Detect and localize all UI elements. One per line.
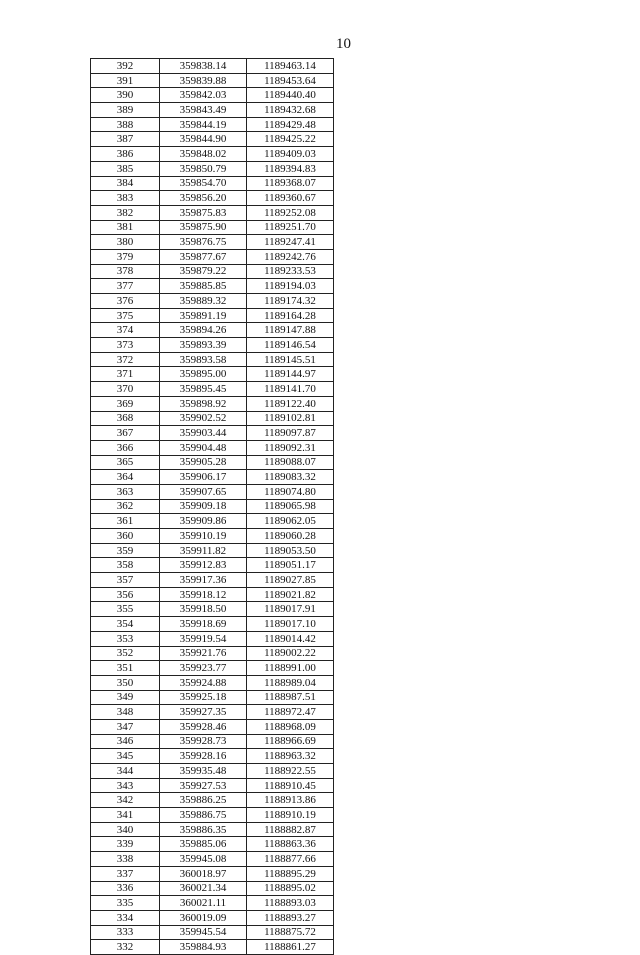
point-number-cell: 335 <box>91 896 160 911</box>
y-coordinate-cell: 1189021.82 <box>247 587 334 602</box>
point-number-cell: 373 <box>91 338 160 353</box>
point-number-cell: 386 <box>91 147 160 162</box>
x-coordinate-cell: 359904.48 <box>160 440 247 455</box>
point-number-cell: 358 <box>91 558 160 573</box>
coordinates-table <box>90 58 334 955</box>
table-row <box>91 646 334 661</box>
y-coordinate-cell: 1189062.05 <box>247 514 334 529</box>
x-coordinate-cell: 359856.20 <box>160 191 247 206</box>
y-coordinate-cell: 1189194.03 <box>247 279 334 294</box>
x-coordinate-cell: 359945.54 <box>160 925 247 940</box>
point-number-cell: 350 <box>91 675 160 690</box>
y-coordinate-cell: 1189247.41 <box>247 235 334 250</box>
table-row <box>91 719 334 734</box>
y-coordinate-cell: 1189429.48 <box>247 117 334 132</box>
y-coordinate-cell: 1189251.70 <box>247 220 334 235</box>
table-row <box>91 352 334 367</box>
point-number-cell: 368 <box>91 411 160 426</box>
y-coordinate-cell: 1189425.22 <box>247 132 334 147</box>
y-coordinate-cell: 1188966.69 <box>247 734 334 749</box>
x-coordinate-cell: 359928.46 <box>160 719 247 734</box>
x-coordinate-cell: 360019.09 <box>160 910 247 925</box>
x-coordinate-cell: 359839.88 <box>160 73 247 88</box>
x-coordinate-cell: 359911.82 <box>160 543 247 558</box>
y-coordinate-cell: 1188987.51 <box>247 690 334 705</box>
table-row <box>91 925 334 940</box>
y-coordinate-cell: 1189233.53 <box>247 264 334 279</box>
x-coordinate-cell: 359875.83 <box>160 205 247 220</box>
point-number-cell: 362 <box>91 499 160 514</box>
y-coordinate-cell: 1188968.09 <box>247 719 334 734</box>
x-coordinate-cell: 360018.97 <box>160 866 247 881</box>
point-number-cell: 381 <box>91 220 160 235</box>
x-coordinate-cell: 359905.28 <box>160 455 247 470</box>
table-row <box>91 147 334 162</box>
point-number-cell: 337 <box>91 866 160 881</box>
table-row <box>91 132 334 147</box>
table-row <box>91 249 334 264</box>
y-coordinate-cell: 1189074.80 <box>247 484 334 499</box>
point-number-cell: 385 <box>91 161 160 176</box>
table-row <box>91 367 334 382</box>
point-number-cell: 333 <box>91 925 160 940</box>
y-coordinate-cell: 1189242.76 <box>247 249 334 264</box>
table-row <box>91 661 334 676</box>
coordinates-table-body <box>91 59 334 955</box>
x-coordinate-cell: 359895.45 <box>160 382 247 397</box>
x-coordinate-cell: 359903.44 <box>160 426 247 441</box>
table-row <box>91 514 334 529</box>
y-coordinate-cell: 1189164.28 <box>247 308 334 323</box>
table-row <box>91 778 334 793</box>
y-coordinate-cell: 1188893.27 <box>247 910 334 925</box>
x-coordinate-cell: 359848.02 <box>160 147 247 162</box>
point-number-cell: 356 <box>91 587 160 602</box>
point-number-cell: 354 <box>91 617 160 632</box>
point-number-cell: 334 <box>91 910 160 925</box>
x-coordinate-cell: 359843.49 <box>160 103 247 118</box>
y-coordinate-cell: 1188989.04 <box>247 675 334 690</box>
y-coordinate-cell: 1189453.64 <box>247 73 334 88</box>
x-coordinate-cell: 359935.48 <box>160 764 247 779</box>
table-row <box>91 910 334 925</box>
table-row <box>91 161 334 176</box>
point-number-cell: 383 <box>91 191 160 206</box>
x-coordinate-cell: 359921.76 <box>160 646 247 661</box>
x-coordinate-cell: 359884.93 <box>160 940 247 955</box>
y-coordinate-cell: 1188991.00 <box>247 661 334 676</box>
point-number-cell: 344 <box>91 764 160 779</box>
y-coordinate-cell: 1189097.87 <box>247 426 334 441</box>
y-coordinate-cell: 1188875.72 <box>247 925 334 940</box>
y-coordinate-cell: 1189092.31 <box>247 440 334 455</box>
table-row <box>91 793 334 808</box>
table-row <box>91 529 334 544</box>
x-coordinate-cell: 359886.75 <box>160 808 247 823</box>
x-coordinate-cell: 359842.03 <box>160 88 247 103</box>
table-row <box>91 205 334 220</box>
x-coordinate-cell: 359909.18 <box>160 499 247 514</box>
x-coordinate-cell: 359909.86 <box>160 514 247 529</box>
point-number-cell: 361 <box>91 514 160 529</box>
table-row <box>91 881 334 896</box>
table-row <box>91 176 334 191</box>
table-row <box>91 396 334 411</box>
x-coordinate-cell: 359924.88 <box>160 675 247 690</box>
y-coordinate-cell: 1189360.67 <box>247 191 334 206</box>
x-coordinate-cell: 359889.32 <box>160 294 247 309</box>
x-coordinate-cell: 359898.92 <box>160 396 247 411</box>
x-coordinate-cell: 359927.53 <box>160 778 247 793</box>
point-number-cell: 343 <box>91 778 160 793</box>
y-coordinate-cell: 1189002.22 <box>247 646 334 661</box>
point-number-cell: 355 <box>91 602 160 617</box>
y-coordinate-cell: 1189252.08 <box>247 205 334 220</box>
x-coordinate-cell: 360021.11 <box>160 896 247 911</box>
table-row <box>91 338 334 353</box>
point-number-cell: 348 <box>91 705 160 720</box>
table-row <box>91 235 334 250</box>
y-coordinate-cell: 1189014.42 <box>247 631 334 646</box>
table-row <box>91 426 334 441</box>
table-row <box>91 73 334 88</box>
x-coordinate-cell: 359925.18 <box>160 690 247 705</box>
table-row <box>91 852 334 867</box>
table-row <box>91 220 334 235</box>
table-row <box>91 690 334 705</box>
point-number-cell: 351 <box>91 661 160 676</box>
x-coordinate-cell: 359917.36 <box>160 573 247 588</box>
table-row <box>91 191 334 206</box>
x-coordinate-cell: 359902.52 <box>160 411 247 426</box>
page-number: 10 <box>336 36 351 52</box>
table-row <box>91 294 334 309</box>
point-number-cell: 389 <box>91 103 160 118</box>
point-number-cell: 380 <box>91 235 160 250</box>
y-coordinate-cell: 1188913.86 <box>247 793 334 808</box>
point-number-cell: 384 <box>91 176 160 191</box>
y-coordinate-cell: 1189017.10 <box>247 617 334 632</box>
y-coordinate-cell: 1189432.68 <box>247 103 334 118</box>
y-coordinate-cell: 1189146.54 <box>247 338 334 353</box>
x-coordinate-cell: 359893.58 <box>160 352 247 367</box>
x-coordinate-cell: 359886.25 <box>160 793 247 808</box>
table-row <box>91 940 334 955</box>
table-row <box>91 117 334 132</box>
table-row <box>91 808 334 823</box>
point-number-cell: 390 <box>91 88 160 103</box>
point-number-cell: 357 <box>91 573 160 588</box>
table-row <box>91 59 334 74</box>
table-row <box>91 455 334 470</box>
y-coordinate-cell: 1189051.17 <box>247 558 334 573</box>
table-row <box>91 764 334 779</box>
point-number-cell: 382 <box>91 205 160 220</box>
y-coordinate-cell: 1189174.32 <box>247 294 334 309</box>
table-row <box>91 323 334 338</box>
y-coordinate-cell: 1189141.70 <box>247 382 334 397</box>
point-number-cell: 367 <box>91 426 160 441</box>
y-coordinate-cell: 1188882.87 <box>247 822 334 837</box>
table-row <box>91 499 334 514</box>
table-row <box>91 602 334 617</box>
x-coordinate-cell: 359919.54 <box>160 631 247 646</box>
x-coordinate-cell: 360021.34 <box>160 881 247 896</box>
point-number-cell: 332 <box>91 940 160 955</box>
table-row <box>91 382 334 397</box>
point-number-cell: 371 <box>91 367 160 382</box>
y-coordinate-cell: 1189027.85 <box>247 573 334 588</box>
table-row <box>91 749 334 764</box>
x-coordinate-cell: 359895.00 <box>160 367 247 382</box>
y-coordinate-cell: 1188972.47 <box>247 705 334 720</box>
point-number-cell: 345 <box>91 749 160 764</box>
x-coordinate-cell: 359918.69 <box>160 617 247 632</box>
table-row <box>91 308 334 323</box>
x-coordinate-cell: 359928.16 <box>160 749 247 764</box>
y-coordinate-cell: 1188877.66 <box>247 852 334 867</box>
point-number-cell: 349 <box>91 690 160 705</box>
y-coordinate-cell: 1189083.32 <box>247 470 334 485</box>
point-number-cell: 369 <box>91 396 160 411</box>
y-coordinate-cell: 1189060.28 <box>247 529 334 544</box>
point-number-cell: 360 <box>91 529 160 544</box>
table-row <box>91 734 334 749</box>
point-number-cell: 340 <box>91 822 160 837</box>
x-coordinate-cell: 359875.90 <box>160 220 247 235</box>
table-row <box>91 837 334 852</box>
point-number-cell: 378 <box>91 264 160 279</box>
point-number-cell: 364 <box>91 470 160 485</box>
y-coordinate-cell: 1189409.03 <box>247 147 334 162</box>
y-coordinate-cell: 1188893.03 <box>247 896 334 911</box>
x-coordinate-cell: 359838.14 <box>160 59 247 74</box>
point-number-cell: 346 <box>91 734 160 749</box>
table-row <box>91 440 334 455</box>
x-coordinate-cell: 359893.39 <box>160 338 247 353</box>
x-coordinate-cell: 359923.77 <box>160 661 247 676</box>
point-number-cell: 341 <box>91 808 160 823</box>
y-coordinate-cell: 1189368.07 <box>247 176 334 191</box>
point-number-cell: 353 <box>91 631 160 646</box>
table-row <box>91 103 334 118</box>
x-coordinate-cell: 359877.67 <box>160 249 247 264</box>
table-row <box>91 411 334 426</box>
y-coordinate-cell: 1189394.83 <box>247 161 334 176</box>
y-coordinate-cell: 1189102.81 <box>247 411 334 426</box>
x-coordinate-cell: 359876.75 <box>160 235 247 250</box>
x-coordinate-cell: 359907.65 <box>160 484 247 499</box>
x-coordinate-cell: 359854.70 <box>160 176 247 191</box>
point-number-cell: 336 <box>91 881 160 896</box>
y-coordinate-cell: 1189145.51 <box>247 352 334 367</box>
y-coordinate-cell: 1189122.40 <box>247 396 334 411</box>
table-row <box>91 543 334 558</box>
y-coordinate-cell: 1189053.50 <box>247 543 334 558</box>
point-number-cell: 372 <box>91 352 160 367</box>
table-row <box>91 617 334 632</box>
y-coordinate-cell: 1188910.45 <box>247 778 334 793</box>
y-coordinate-cell: 1188895.02 <box>247 881 334 896</box>
point-number-cell: 379 <box>91 249 160 264</box>
x-coordinate-cell: 359918.50 <box>160 602 247 617</box>
y-coordinate-cell: 1189440.40 <box>247 88 334 103</box>
x-coordinate-cell: 359927.35 <box>160 705 247 720</box>
point-number-cell: 387 <box>91 132 160 147</box>
y-coordinate-cell: 1189144.97 <box>247 367 334 382</box>
y-coordinate-cell: 1188863.36 <box>247 837 334 852</box>
table-row <box>91 587 334 602</box>
x-coordinate-cell: 359906.17 <box>160 470 247 485</box>
table-row <box>91 675 334 690</box>
y-coordinate-cell: 1189017.91 <box>247 602 334 617</box>
point-number-cell: 347 <box>91 719 160 734</box>
x-coordinate-cell: 359844.90 <box>160 132 247 147</box>
point-number-cell: 370 <box>91 382 160 397</box>
point-number-cell: 363 <box>91 484 160 499</box>
x-coordinate-cell: 359910.19 <box>160 529 247 544</box>
x-coordinate-cell: 359918.12 <box>160 587 247 602</box>
point-number-cell: 374 <box>91 323 160 338</box>
x-coordinate-cell: 359945.08 <box>160 852 247 867</box>
table-row <box>91 705 334 720</box>
point-number-cell: 342 <box>91 793 160 808</box>
y-coordinate-cell: 1189463.14 <box>247 59 334 74</box>
x-coordinate-cell: 359928.73 <box>160 734 247 749</box>
table-row <box>91 631 334 646</box>
x-coordinate-cell: 359894.26 <box>160 323 247 338</box>
point-number-cell: 392 <box>91 59 160 74</box>
point-number-cell: 375 <box>91 308 160 323</box>
table-row <box>91 264 334 279</box>
table-row <box>91 279 334 294</box>
x-coordinate-cell: 359912.83 <box>160 558 247 573</box>
point-number-cell: 338 <box>91 852 160 867</box>
point-number-cell: 376 <box>91 294 160 309</box>
table-row <box>91 88 334 103</box>
x-coordinate-cell: 359850.79 <box>160 161 247 176</box>
table-row <box>91 896 334 911</box>
x-coordinate-cell: 359885.85 <box>160 279 247 294</box>
y-coordinate-cell: 1189088.07 <box>247 455 334 470</box>
table-row <box>91 866 334 881</box>
table-row <box>91 822 334 837</box>
table-row <box>91 484 334 499</box>
point-number-cell: 339 <box>91 837 160 852</box>
point-number-cell: 359 <box>91 543 160 558</box>
x-coordinate-cell: 359844.19 <box>160 117 247 132</box>
y-coordinate-cell: 1189065.98 <box>247 499 334 514</box>
y-coordinate-cell: 1189147.88 <box>247 323 334 338</box>
y-coordinate-cell: 1188922.55 <box>247 764 334 779</box>
point-number-cell: 366 <box>91 440 160 455</box>
x-coordinate-cell: 359891.19 <box>160 308 247 323</box>
point-number-cell: 391 <box>91 73 160 88</box>
x-coordinate-cell: 359885.06 <box>160 837 247 852</box>
x-coordinate-cell: 359886.35 <box>160 822 247 837</box>
point-number-cell: 365 <box>91 455 160 470</box>
y-coordinate-cell: 1188895.29 <box>247 866 334 881</box>
table-row <box>91 573 334 588</box>
point-number-cell: 388 <box>91 117 160 132</box>
y-coordinate-cell: 1188910.19 <box>247 808 334 823</box>
point-number-cell: 377 <box>91 279 160 294</box>
y-coordinate-cell: 1188861.27 <box>247 940 334 955</box>
table-row <box>91 470 334 485</box>
point-number-cell: 352 <box>91 646 160 661</box>
table-row <box>91 558 334 573</box>
x-coordinate-cell: 359879.22 <box>160 264 247 279</box>
y-coordinate-cell: 1188963.32 <box>247 749 334 764</box>
